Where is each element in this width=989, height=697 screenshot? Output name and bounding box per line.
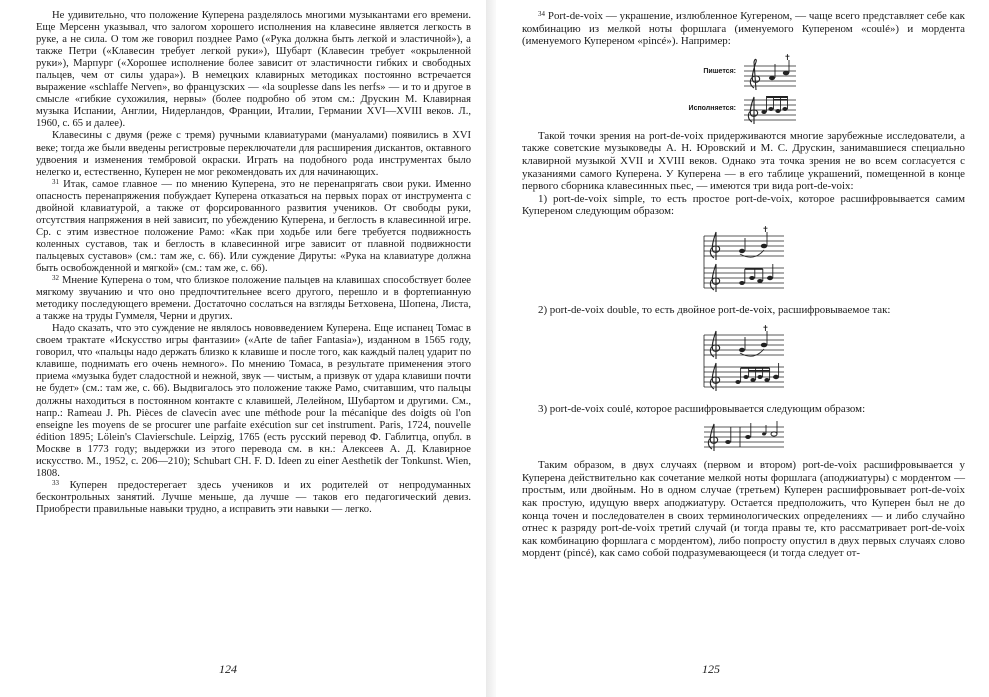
label-played: Исполняется: bbox=[688, 105, 736, 113]
grand-staff-double bbox=[702, 323, 786, 395]
list-item: 3) port-de-voix coulé, которое расшифровывается следующим образом: bbox=[538, 402, 866, 415]
right-page bbox=[496, 0, 989, 697]
footnote-number: 31 bbox=[52, 177, 59, 186]
example-row-played bbox=[522, 94, 965, 124]
svg-text:✝: ✝ bbox=[761, 224, 769, 234]
music-example-coule bbox=[522, 421, 965, 451]
footnote bbox=[36, 480, 471, 516]
footnote-text: Мнение Куперена о том, что близкое положение пальцев на клавишах способствует более мягкому звучанию и что оно предпочтительнее всего другого, перешло и в фортепианную методику последующего времени. Достаточно сослаться на взгляды Бетховена, Шопена, Листа, а также на труды Гуммеля, Черни и других. bbox=[36, 275, 471, 323]
svg-text:✝: ✝ bbox=[761, 323, 769, 333]
footnote bbox=[522, 10, 965, 48]
footnote-number: 34 bbox=[538, 10, 545, 18]
music-staff-played bbox=[742, 94, 798, 124]
footnote-number: 33 bbox=[52, 478, 59, 487]
list-item: 2) port-de-voix double, то есть двойное port-de-voix, расшифровываемое так: bbox=[538, 303, 891, 316]
left-page bbox=[0, 0, 485, 697]
footnote-number: 32 bbox=[52, 274, 59, 283]
grand-staff-simple bbox=[702, 224, 786, 296]
book-gutter bbox=[486, 0, 496, 697]
label-written: Пишется: bbox=[703, 68, 736, 76]
footnote-text: Куперен предостерегает здесь учеников и их родителей от непродуманных бесконтрольных занятий. Лучше меньше, да лучше — таков его педагогический девиз. Приобрести правильные навыки трудно, а исправить эти навыки — легко. bbox=[36, 479, 471, 515]
page-number: 124 bbox=[219, 662, 237, 676]
staff-coule bbox=[702, 421, 786, 451]
svg-text:✝: ✝ bbox=[784, 53, 791, 62]
music-staff-written bbox=[742, 54, 798, 90]
footnote bbox=[36, 179, 471, 275]
paragraph: Надо сказать, что это суждение не являлось нововведением Куперена. Еще испанец Томас в своем трактате «Искусство игры фантазии» («Arte de tañer Fantasia»), изданном в 1565 году, говорил, что «пальцы надо держать близко к клавише и после того, как каждый палец ударит по клавише, поднимать его очень немного». По мнению Томаса, в результате применения этого приема «музыка будет сладостной и нежной, звук — чистым, а призвук от удара клавиши почти не будет» (см.: там же, с. 66). Выдвигалось это положение также Рамо, считавшим, что пальцы должны находиться в постоянном контакте с клавишей, Лелейном, Шубартом и другими. См., напр.: Rameau J. Ph. Pièces de clavecin avec une méthode pour la mécanique des doigts où l'on enseigne les moyens de se procurer une parfaite exécution sur cet instrument. Paris, 1724, nouvelle édition 1895; Lölein's Clavierschule. Leipzig, 1765 (есть русский перевод Ф. Габлитца, опубл. в Москве в 1773 году; выдержки из этого перевода см. в кн.: Алексеев А. Д. Клавирное искусство. М., 1952, с. 206—210); Schubart CH. F. D. Ideen zu einer Aesthetik der Tonkunst. Wien, 1808. bbox=[36, 323, 471, 479]
paragraph: Таким образом, в двух случаях (первом и втором) port-de-voix расшифровывается у Куперена действительно как сочетание мелкой ноты форшлага (аподжиатуры) с мордентом — простым, или двойным. Но в одном случае (третьем) Куперен расшифровывает port-de-voix как простую, идущую вверх аподжиатуру. Остается предположить, что Куперен был не до конца точен и последователен в своих терминологических определениях — и либо случайно отнес к разряду port-de-voix третий случай (и тогда правы те, кто рассматривает port-de-voix как комбинацию форшлага с мордентом), либо попросту опустил в двух первых случаях слово мордент (pincé), как само собой подразумевающееся (и тогда следует от- bbox=[522, 459, 965, 560]
music-example-simple bbox=[522, 224, 965, 296]
example-row-written bbox=[522, 54, 965, 90]
paragraph: Клавесины с двумя (реже с тремя) ручными клавиатурами (мануалами) появились в XVI веке; тогда же были введены регистровые переключатели для расширения дискантов, октавного удвоения и изменения тембровой окраски. Играть на подобного рода инструментах было нелегко и, естественно, Куперен не мог рекомендовать их для начинающих. bbox=[36, 130, 471, 178]
footnote bbox=[36, 275, 471, 323]
footnote-text: Итак, самое главное — по мнению Куперена, это не перенапрягать свои руки. Именно опасность перенапряжения побуждает Куперена отказаться на первых порах от инструмента с двойной клавиатурой, а также от форсированного развития учеников. От свободы руки, отсутствия напряжения в ней зависит, по убеждению Куперена, и беглость в клавесинной игре. Ср. с этим известное положение Рамо: «Как при ходьбе или беге требуется подвижность коленных суставов, так и беглость в клавесинной игре зависит от плавной подвижности пальцевых суставов» (см.: там же, с. 66). Или суждение Дируты: «Рука на клавиатуре должна быть освобожденной и мягкой» (см.: там же, с. 66). bbox=[36, 178, 471, 274]
music-example-double bbox=[522, 323, 965, 395]
list-item: 1) port-de-voix simple, то есть простое port-de-voix, которое расшифровывается самим Купереном следующим образом: bbox=[522, 192, 965, 218]
paragraph: Не удивительно, что положение Куперена разделялось многими музыкантами его времени. Еще Мерсенн указывал, что залогом хорошего исполнения на клавесине является легкость в руке, а не сила. О том же говорил позднее Рамо («Рука должна быть легкой и эластичной»), а также Петри («Клавесин требует легкой руки»), Шубарт (Клавесин требует «окрыленной руки»), Марпург («Хорошее исполнение более зависит от эластичности гибких и свободных пальцев, чем от силы удара»). В немецких клавирных методиках постоянно встречается выражение «schlaffe Nerven», во французских — «la souplesse dans les nerfs» — и то и другое в смысле «гибкие сухожилия, нервы» (более подробно об этом см.: Друскин М. Клавирная музыка Испании, Англии, Нидерландов, Франции, Италии, Германии XVI—XVIII веков. Л., 1960, с. 65 и далее). bbox=[36, 10, 471, 130]
footnote-text: Port-de-voix — украшение, излюбленное Кугереном, — чаще всего представляет себе как комбинацию из мелкой ноты форшлага (именуемого Купереном «coulé») и мордента (именуемого Купереном «pincé»). Например: bbox=[522, 10, 965, 48]
page-number: 125 bbox=[702, 662, 720, 676]
paragraph: Такой точки зрения на port-de-voix придерживаются многие зарубежные исследователи, а также советские музыковеды А. Н. Юровский и М. С. Друскин, занимавшиеся специально клавирной музыкой XVII и XVIII веков. Однако эта точка зрения не во всем согласуется с указаниями самого Куперена. У Куперена — в его таблице украшений, помещенной в конце первого сборника клавесинных пьес, — имеются три вида port-de-voix: bbox=[522, 129, 965, 193]
music-example-written-played bbox=[522, 54, 965, 124]
